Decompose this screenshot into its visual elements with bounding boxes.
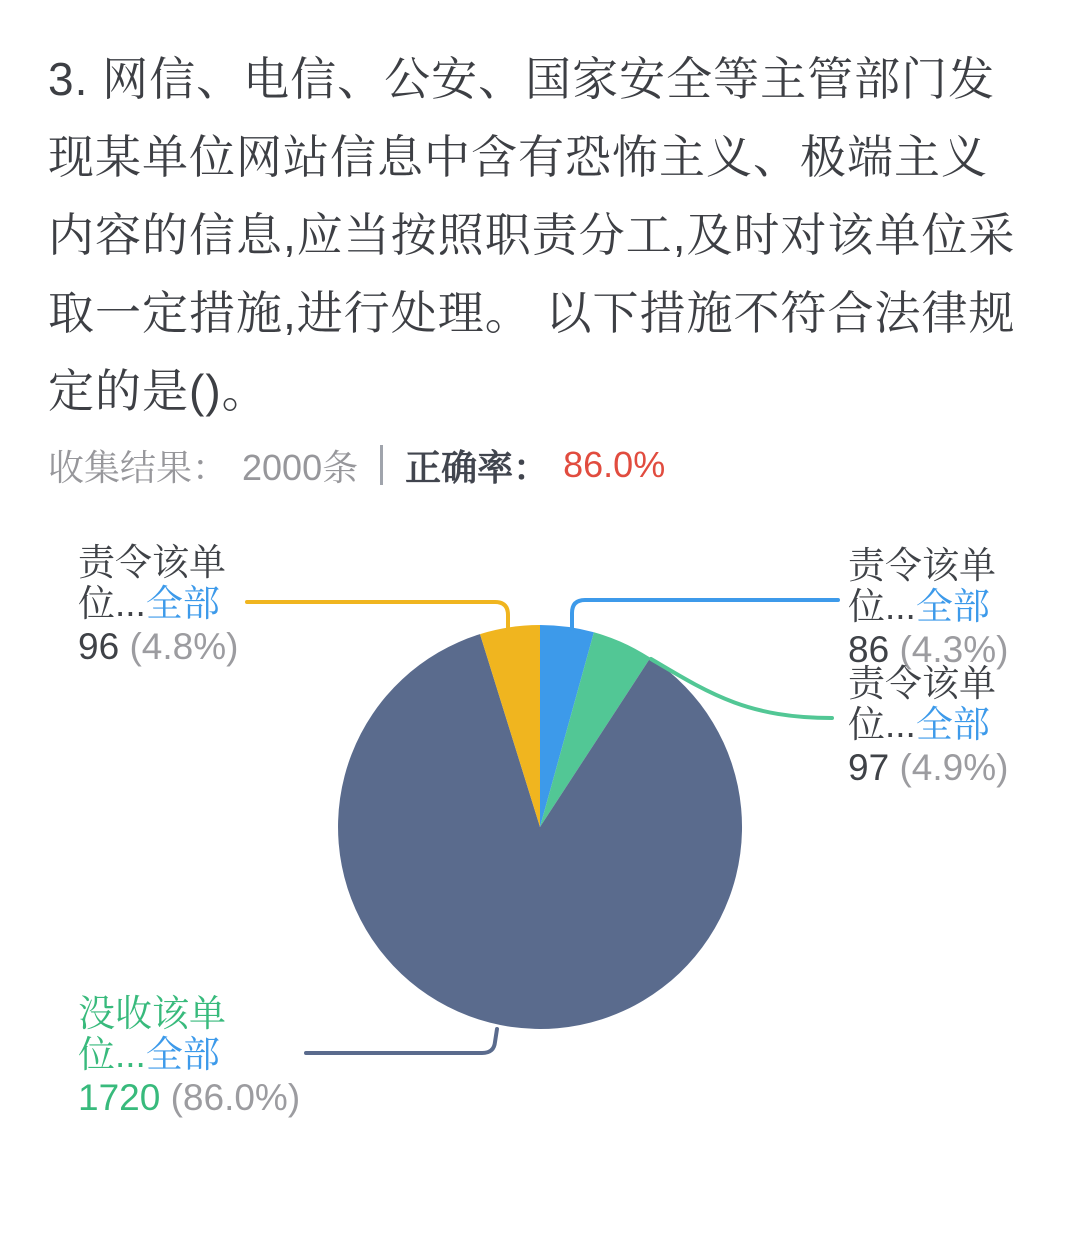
pie-label-name: 责令该单 (848, 663, 996, 704)
pie-label-top-right (848, 545, 1008, 670)
expand-full-option-link[interactable]: 全部 (915, 586, 990, 627)
pie-label-name: 位...全部 (78, 583, 220, 624)
question-line: 现某单位网站信息中含有恐怖主义、极端主义 (48, 131, 988, 183)
pie-label-name: 没收该单 (78, 993, 226, 1034)
pie-label-name: 责令该单 (848, 545, 996, 586)
accuracy-value: 86.0% (563, 444, 666, 485)
connector-top-left (247, 602, 508, 630)
pie-label-name: 位...全部 (78, 1034, 220, 1075)
pie-label-name: 位...全部 (848, 704, 990, 745)
pie-label-value: 86 (4.3%) (848, 629, 1009, 670)
pie-label-value: 1720 (86.0%) (78, 1077, 301, 1118)
pie-label-value: 97 (4.9%) (848, 747, 1009, 788)
pie-label-right (848, 663, 1008, 788)
expand-full-option-link[interactable]: 全部 (145, 1034, 220, 1075)
expand-full-option-link[interactable]: 全部 (145, 583, 220, 624)
pie-slices-group (338, 625, 742, 1029)
question-line: 取一定措施,进行处理。 以下措施不符合法律规 (48, 287, 1016, 339)
pie-label-name: 位...全部 (848, 586, 990, 627)
pie-label-value: 96 (4.8%) (78, 626, 239, 667)
accuracy-label: 正确率： (405, 446, 550, 488)
connector-top-right (572, 600, 838, 629)
question-line: 定的是()。 (48, 365, 269, 417)
expand-full-option-link[interactable]: 全部 (915, 704, 990, 745)
connector-bottom-left (306, 1029, 497, 1053)
collect-count-value: 2000条 (242, 446, 359, 488)
collect-count-label: 收集结果： (48, 446, 229, 488)
pie-label-top-left (78, 542, 238, 667)
pie-label-name: 责令该单 (78, 542, 226, 583)
question-line: 内容的信息,应当按照职责分工,及时对该单位采 (48, 209, 1016, 261)
question-line: 3. 网信、电信、公安、国家安全等主管部门发 (48, 53, 996, 105)
pie-label-bottom-left (78, 993, 300, 1118)
